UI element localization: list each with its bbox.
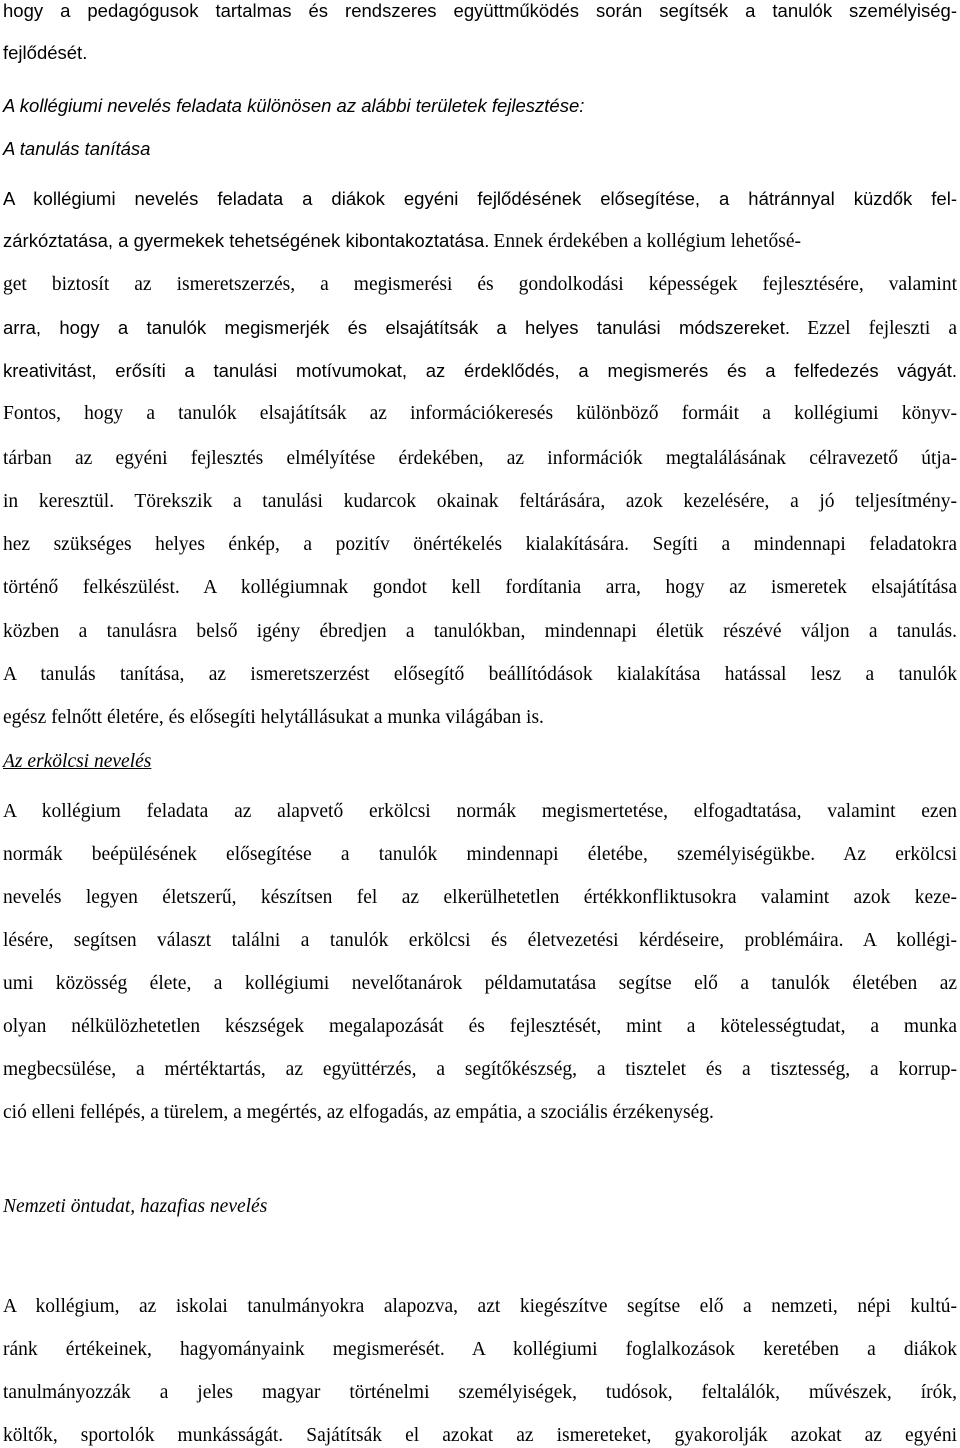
body-line-32: tanulmányozzák a jeles magyar történelmi személyiségek, tudósok, feltalálók, művészek, írók, (3, 1382, 957, 1403)
body-line-8: get biztosít az ismeretszerzés, a megismerési és gondolkodási képességek fejlesztésére, valamint (3, 274, 957, 295)
body-line-27: megbecsülése, a mértéktartás, az együttérzés, a segítőkészség, a tisztelet és a tisztesség, a korrup- (3, 1059, 957, 1080)
body-line-31: ránk értékeinek, hagyományaink megismerését. A kollégiumi foglalkozások keretében a diákok (3, 1339, 957, 1360)
body-line-6-part-serif: Ennek érdekében a kollégium lehetősé- (493, 231, 801, 252)
section-heading-erkolcsi-neveles: Az erkölcsi nevelés (3, 751, 152, 772)
body-line-25: umi közösség élete, a kollégiumi nevelőtanárok példamutatása segítse elő a tanulók életében az (3, 973, 957, 994)
body-line-14: in keresztül. Törekszik a tanulási kudarcok okainak feltárására, azok kezelésére, a jó teljesítmény- (3, 491, 957, 512)
body-line-17: közben a tanulásra belső igény ébredjen a tanulókban, mindennapi életük részévé váljon a tanulás. (3, 621, 957, 642)
body-line-33: költők, sportolók munkásságát. Sajátítsák el azokat az ismereteket, gyakorolják azokat az egyéni (3, 1425, 957, 1446)
body-line-21: A kollégium feladata az alapvető erkölcsi normák megismertetése, elfogadtatása, valamint ezen (3, 801, 957, 822)
section-heading-nemzeti-ontudat: Nemzeti öntudat, hazafias nevelés (3, 1196, 268, 1217)
body-line-19: egész felnőtt életére, és elősegíti helytállásukat a munka világában is. (3, 707, 544, 728)
body-line-16: történő felkészülést. A kollégiumnak gondot kell fordítania arra, hogy az ismeretek elsajátítása (3, 577, 957, 598)
body-line-24: lésére, segítsen választ találni a tanulók erkölcsi és életvezetési kérdéseire, problémáira. A kollégi- (3, 930, 957, 951)
body-line-30: A kollégium, az iskolai tanulmányokra alapozva, azt kiegészítve segítse elő a nemzeti, népi kultú- (3, 1296, 957, 1317)
body-line-11: kreativitást, erősíti a tanulási motívumokat, az érdeklődés, a megismerés és a felfedezés vágyát. (3, 360, 957, 381)
body-line-15: hez szükséges helyes énkép, a pozitív önértékelés kialakítására. Segíti a mindennapi feladatokra (3, 534, 957, 555)
body-line-9-part-sans: arra, hogy a tanulók megismerjék és elsajátítsák a helyes tanulási módszereket. (3, 317, 790, 338)
section-heading-tanulas-tanitasa: A tanulás tanítása (3, 138, 151, 159)
body-line-26: olyan nélkülözhetetlen készségek megalapozását és fejlesztését, mint a kötelességtudat, a munka (3, 1016, 957, 1037)
body-line-9-part-serif: Ezzel fejleszti a (807, 318, 958, 339)
body-line-22: normák beépülésének elősegítése a tanulók mindennapi életébe, személyiségükbe. Az erkölcsi (3, 844, 957, 865)
body-line-9-composite (3, 319, 957, 339)
body-line-6-composite (3, 232, 957, 252)
body-line-1: hogy a pedagógusok tartalmas és rendszeres együttműködés során segítsék a tanulók személyiség- (3, 0, 957, 21)
body-line-5: A kollégiumi nevelés feladata a diákok egyéni fejlődésének elősegítése, a hátránnyal küzdők fel- (3, 188, 957, 209)
body-line-18: A tanulás tanítása, az ismeretszerzést elősegítő beállítódások kialakítása hatással lesz a tanulók (3, 664, 957, 685)
body-line-2: fejlődését. (3, 42, 88, 63)
body-line-28: ció elleni fellépés, a türelem, a megértés, az elfogadás, az empátia, a szociális érzékenység. (3, 1102, 714, 1123)
body-line-13: tárban az egyéni fejlesztés elmélyítése érdekében, az információk megtalálásának célravezető útja- (3, 448, 957, 469)
intro-italic-line: A kollégiumi nevelés feladata különösen az alábbi területek fejlesztése: (3, 95, 585, 116)
body-line-6-part-sans: zárkóztatása, a gyermekek tehetségének kibontakoztatása. (3, 230, 490, 251)
body-line-23: nevelés legyen életszerű, készítsen fel az elkerülhetetlen értékkonfliktusokra valamint azok keze- (3, 887, 957, 908)
body-line-12: Fontos, hogy a tanulók elsajátítsák az információkeresés különböző formáit a kollégiumi könyv- (3, 403, 957, 424)
